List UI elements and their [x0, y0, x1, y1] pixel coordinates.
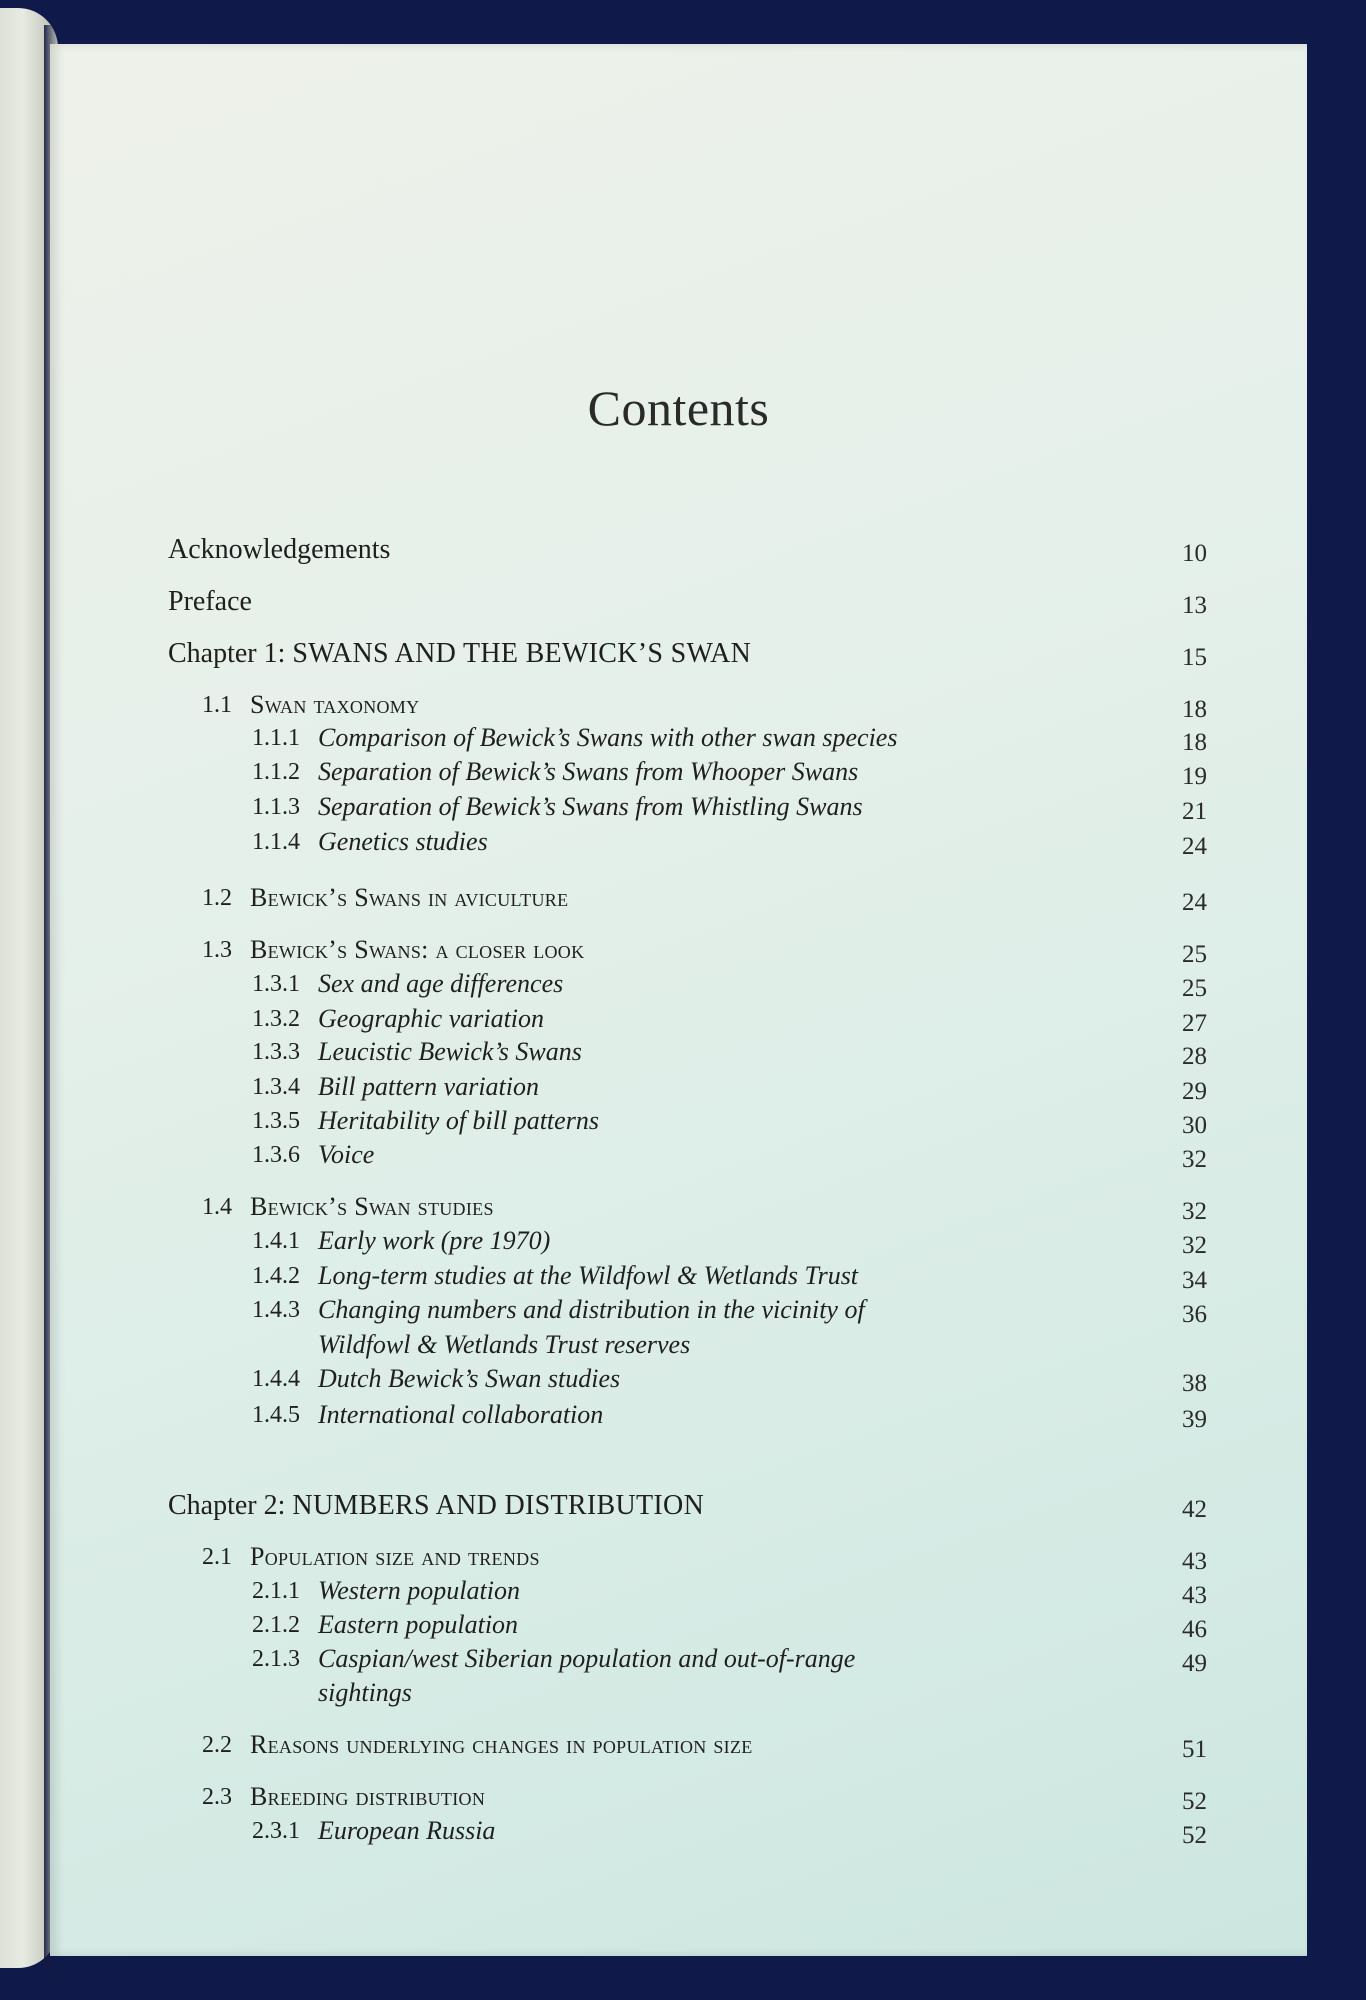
entry-number: 1.3 [202, 937, 232, 963]
page-number: 30 [1182, 1112, 1207, 1139]
page-number: 52 [1182, 1822, 1207, 1849]
entry-number: 1.3.5 [252, 1108, 300, 1134]
chapter-title [168, 638, 751, 670]
page-number: 32 [1182, 1198, 1207, 1225]
page-number: 18 [1182, 696, 1207, 723]
page-number: 46 [1182, 1616, 1207, 1643]
subsection-entry [50, 1226, 1307, 1266]
chapter-name: SWANS AND THE BEWICK’S SWAN [292, 638, 752, 669]
entry-title: International collaboration [318, 1400, 604, 1429]
chapter-entry [50, 1490, 1307, 1530]
page-number: 13 [1182, 592, 1207, 619]
entry-number: 2.3.1 [252, 1818, 300, 1844]
page-number: 28 [1182, 1043, 1207, 1070]
entry-number: 1.3.6 [252, 1142, 300, 1168]
page-number: 32 [1182, 1232, 1207, 1259]
entry-title: Long-term studies at the Wildfowl & Wetlands Trust [318, 1261, 859, 1290]
entry-number: 2.1.1 [252, 1578, 300, 1604]
subsection-entry [50, 1037, 1307, 1077]
subsection-entry [50, 1295, 1307, 1335]
section-entry [50, 1730, 1307, 1770]
page-number: 25 [1182, 975, 1207, 1002]
page-number: 27 [1182, 1010, 1207, 1037]
entry-number: 2.1.3 [252, 1646, 300, 1672]
entry-number: 1.3.1 [252, 971, 300, 997]
subsection-entry [50, 827, 1307, 867]
entry-title: Western population [318, 1576, 520, 1605]
entry-title: Wildfowl & Wetlands Trust reserves [318, 1330, 691, 1359]
chapter-entry [50, 638, 1307, 678]
entry-number: 1.3.2 [252, 1006, 300, 1032]
subsection-entry [50, 1816, 1307, 1856]
subsection-entry [50, 1140, 1307, 1180]
subsection-entry [50, 1364, 1307, 1404]
entry-number: 1.1.1 [252, 725, 300, 751]
entry-title: Separation of Bewick’s Swans from Whistling Swans [318, 792, 863, 821]
chapter-prefix: Chapter 1: [168, 638, 293, 669]
contents-page [50, 44, 1307, 1956]
entry-title: Population size and trends [250, 1542, 540, 1571]
entry-title: Voice [318, 1140, 375, 1169]
entry-title: Eastern population [318, 1610, 519, 1639]
subsection-entry [50, 1678, 1307, 1718]
entry-number: 1.4 [202, 1194, 232, 1220]
entry-number: 1.4.4 [252, 1366, 300, 1392]
page-number: 29 [1182, 1078, 1207, 1105]
chapter-name: NUMBERS AND DISTRIBUTION [292, 1490, 705, 1521]
page-number: 51 [1182, 1736, 1207, 1763]
entry-title: Bewick’s Swan studies [250, 1192, 494, 1221]
entry-title: Caspian/west Siberian population and out-of-range [318, 1644, 856, 1673]
page-number: 52 [1182, 1788, 1207, 1815]
entry-title: Changing numbers and distribution in the vicinity of [318, 1295, 865, 1324]
entry-title: Dutch Bewick’s Swan studies [318, 1364, 621, 1393]
entry-number: 1.4.2 [252, 1263, 300, 1289]
page-number: 42 [1182, 1496, 1207, 1523]
entry-number: 1.3.3 [252, 1039, 300, 1065]
entry-title: Reasons underlying changes in population size [250, 1730, 753, 1759]
entry-title: Preface [168, 586, 252, 617]
entry-title: European Russia [318, 1816, 496, 1845]
entry-title: Genetics studies [318, 827, 488, 856]
subsection-entry [50, 792, 1307, 832]
entry-title: Acknowledgements [168, 534, 391, 565]
page-number: 38 [1182, 1370, 1207, 1397]
page-number: 34 [1182, 1267, 1207, 1294]
entry-title: sightings [318, 1678, 412, 1707]
page-number: 15 [1182, 644, 1207, 671]
entry-number: 2.1 [202, 1544, 232, 1570]
entry-title: Heritability of bill patterns [318, 1106, 599, 1135]
page-number: 18 [1182, 729, 1207, 756]
entry-number: 1.4.3 [252, 1297, 300, 1323]
entry-number: 1.1.2 [252, 759, 300, 785]
toc-entry [50, 534, 1307, 574]
page-number: 21 [1182, 798, 1207, 825]
entry-number: 1.4.1 [252, 1228, 300, 1254]
entry-number: 2.1.2 [252, 1612, 300, 1638]
entry-number: 2.3 [202, 1784, 232, 1810]
page-number: 25 [1182, 941, 1207, 968]
page-title: Contents [587, 380, 770, 436]
page-number: 19 [1182, 763, 1207, 790]
entry-title: Sex and age differences [318, 969, 564, 998]
toc-entry [50, 586, 1307, 626]
subsection-entry [50, 757, 1307, 797]
entry-number: 1.1 [202, 692, 232, 718]
entry-number: 1.3.4 [252, 1074, 300, 1100]
entry-title: Separation of Bewick’s Swans from Whooper Swans [318, 757, 859, 786]
subsection-entry [50, 969, 1307, 1009]
entry-title: Comparison of Bewick’s Swans with other swan species [318, 723, 898, 752]
page-number: 10 [1182, 540, 1207, 567]
entry-title: Swan taxonomy [250, 690, 420, 719]
page-number: 36 [1182, 1301, 1207, 1328]
page-number: 43 [1182, 1548, 1207, 1575]
page-number: 49 [1182, 1650, 1207, 1677]
entry-number: 1.2 [202, 885, 232, 911]
entry-title: Breeding distribution [250, 1782, 486, 1811]
section-entry [50, 883, 1307, 923]
page-number: 24 [1182, 833, 1207, 860]
page-number: 43 [1182, 1582, 1207, 1609]
entry-title: Bewick’s Swans in aviculture [250, 883, 569, 912]
entry-number: 1.1.3 [252, 794, 300, 820]
entry-title: Geographic variation [318, 1004, 545, 1033]
page-number: 24 [1182, 889, 1207, 916]
page-number: 39 [1182, 1406, 1207, 1433]
chapter-prefix: Chapter 2: [168, 1490, 293, 1521]
page-number: 32 [1182, 1146, 1207, 1173]
entry-title: Early work (pre 1970) [318, 1226, 551, 1255]
entry-title: Leucistic Bewick’s Swans [318, 1037, 582, 1066]
subsection-entry [50, 1400, 1307, 1440]
chapter-title [168, 1490, 704, 1522]
entry-number: 1.4.5 [252, 1402, 300, 1428]
entry-number: 2.2 [202, 1732, 232, 1758]
entry-title: Bewick’s Swans: a closer look [250, 935, 585, 964]
entry-number: 1.1.4 [252, 829, 300, 855]
entry-title: Bill pattern variation [318, 1072, 539, 1101]
